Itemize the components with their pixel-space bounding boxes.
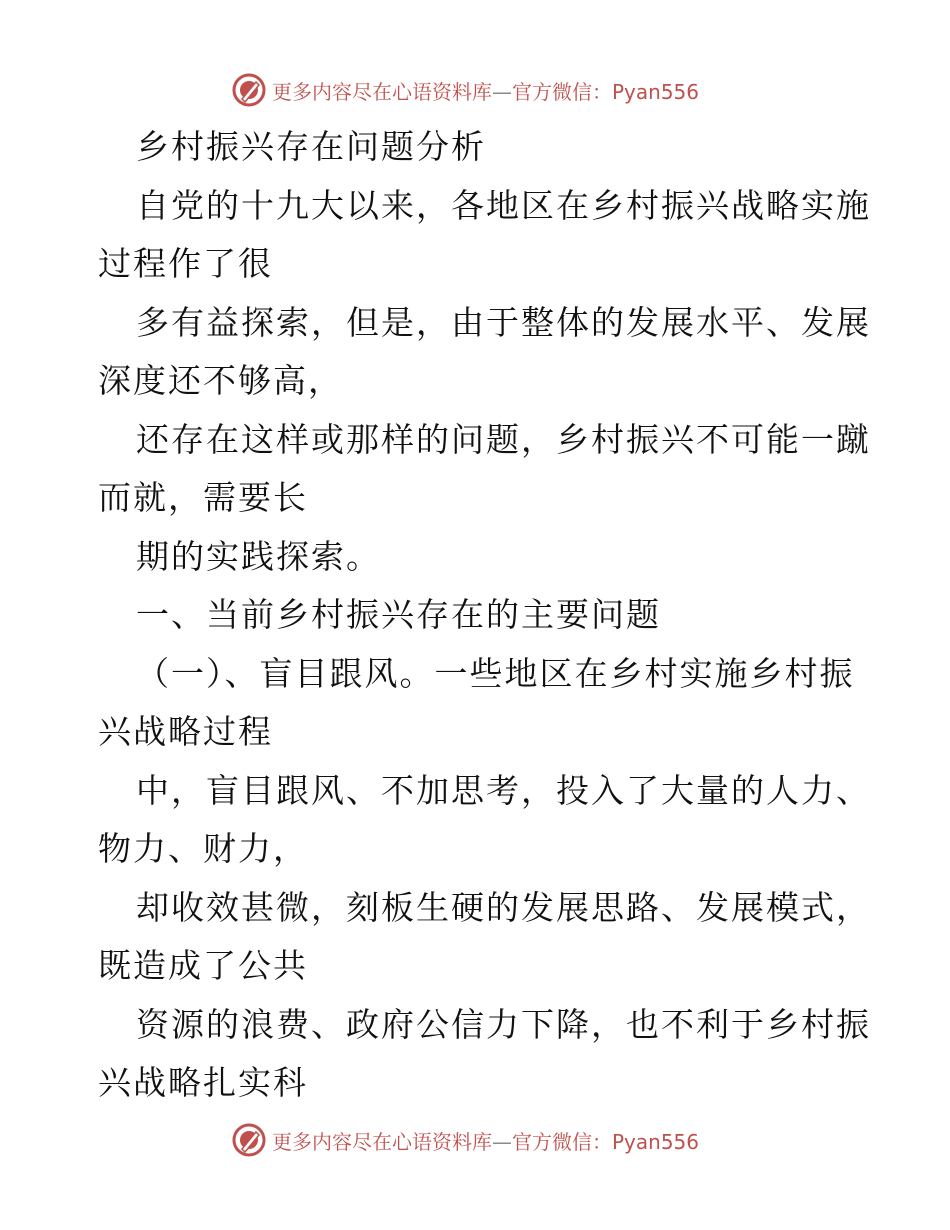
paragraph-line: 深度还不够高， (98, 361, 343, 400)
paragraph-line: 期的实践探索。 (136, 536, 381, 576)
paragraph-line: 物力、财力， (98, 829, 308, 868)
footer-banner (232, 1120, 752, 1160)
paragraph-line: 多有益探索，但是，由于整体的发展水平、发展 (136, 302, 871, 342)
paragraph-line: 资源的浪费、政府公信力下降，也不利于乡村振 (136, 1004, 871, 1044)
paragraph-line: 而就，需要长 (98, 478, 308, 517)
pen-seal-logo-icon (232, 1123, 266, 1157)
document-body (98, 118, 871, 1113)
paragraph-line: 兴战略过程 (98, 712, 273, 751)
paragraph-line: 却收效甚微，刻板生硬的发展思路、发展模式， (136, 887, 871, 927)
paragraph-line: 过程作了很 (98, 244, 273, 283)
document-title: 乡村振兴存在问题分析 (136, 127, 486, 166)
paragraph-line: 既造成了公共 (98, 946, 308, 985)
footer-banner-text: 更多内容尽在心语资料库—官方微信：Pyan556 (272, 1129, 700, 1154)
paragraph-line: 还存在这样或那样的问题，乡村振兴不可能一蹴 (136, 419, 871, 459)
section-heading: 一、当前乡村振兴存在的主要问题 (136, 595, 661, 634)
paragraph-line: 兴战略扎实科 (98, 1063, 308, 1102)
paragraph-line: 自党的十九大以来，各地区在乡村振兴战略实施 (136, 185, 871, 225)
pen-seal-logo-icon (232, 73, 266, 107)
header-banner (232, 70, 752, 110)
paragraph-line: 中，盲目跟风、不加思考，投入了大量的人力、 (136, 770, 871, 810)
header-banner-text: 更多内容尽在心语资料库—官方微信：Pyan556 (272, 79, 700, 104)
paragraph-line: （一）、盲目跟风。一些地区在乡村实施乡村振 (136, 653, 855, 693)
